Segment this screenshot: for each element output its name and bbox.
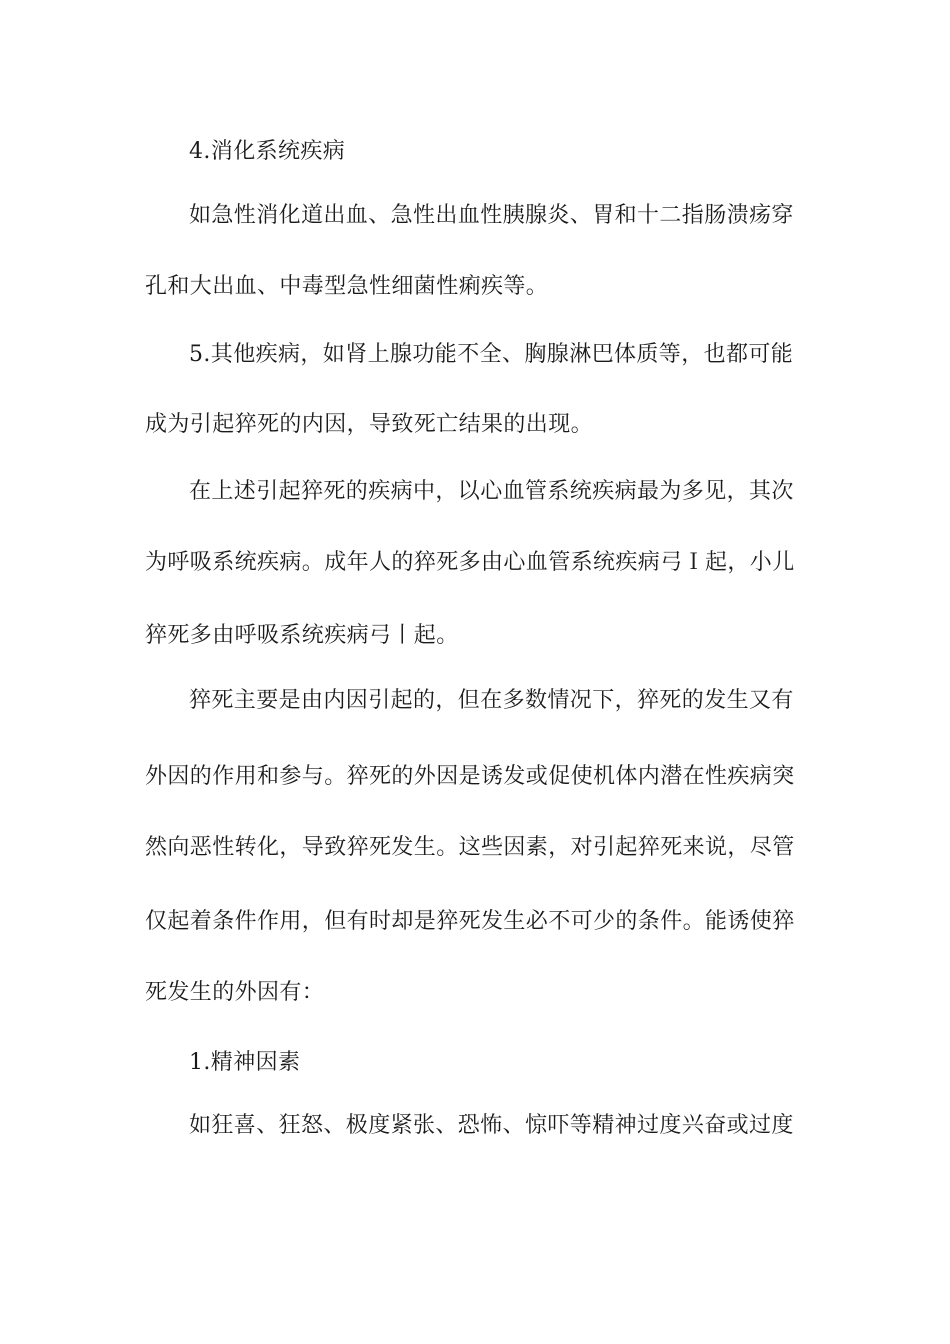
paragraph-line: 死发生的外因有： <box>145 980 325 1005</box>
paragraph-line: 猝死多由呼吸系统疾病弓丨起。 <box>145 623 459 648</box>
paragraph-line: 为呼吸系统疾病。成年人的猝死多由心血管系统疾病弓Ｉ起，小儿 <box>145 550 795 575</box>
paragraph-line: 外因的作用和参与。猝死的外因是诱发或促使机体内潜在性疾病突 <box>145 764 795 789</box>
paragraph-line: 如狂喜、狂怒、极度紧张、恐怖、惊吓等精神过度兴奋或过度 <box>189 1113 794 1138</box>
paragraph-line: 如急性消化道出血、急性出血性胰腺炎、胃和十二指肠溃疡穿 <box>189 203 794 228</box>
section-heading-digestive: 4.消化系统疾病 <box>189 139 346 164</box>
paragraph-line: 仅起着条件作用，但有时却是猝死发生必不可少的条件。能诱使猝 <box>145 909 795 934</box>
section-heading-mental: 1.精神因素 <box>189 1050 301 1075</box>
paragraph-line: 然向恶性转化，导致猝死发生。这些因素，对引起猝死来说，尽管 <box>145 835 795 860</box>
paragraph-line: 孔和大出血、中毒型急性细菌性痢疾等。 <box>145 274 549 299</box>
paragraph-line: 在上述引起猝死的疾病中，以心血管系统疾病最为多见，其次 <box>189 479 794 504</box>
paragraph-line: 成为引起猝死的内因，导致死亡结果的出现。 <box>145 412 594 437</box>
paragraph-line: 5.其他疾病，如肾上腺功能不全、胸腺淋巴体质等，也都可能 <box>189 342 794 367</box>
paragraph-line: 猝死主要是由内因引起的，但在多数情况下，猝死的发生又有 <box>189 688 794 713</box>
